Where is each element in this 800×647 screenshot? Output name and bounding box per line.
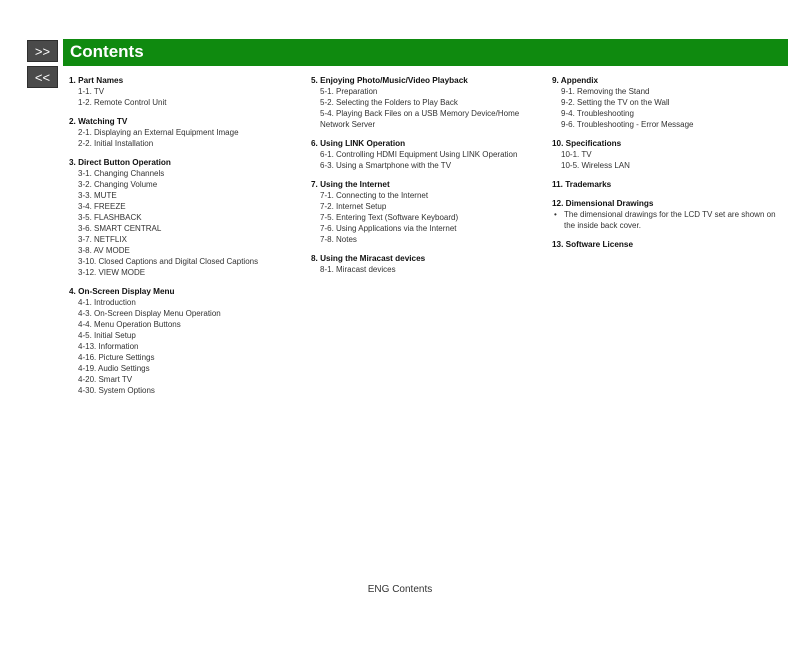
toc-item-link[interactable]: 4-30. System Options <box>78 386 155 395</box>
toc-section <box>69 157 294 278</box>
toc-item-link[interactable]: 7-5. Entering Text (Software Keyboard) <box>320 213 459 222</box>
toc-item-link[interactable]: 3-2. Changing Volume <box>78 180 158 189</box>
toc-item-link[interactable]: 7-8. Notes <box>320 235 357 244</box>
toc-item-link[interactable]: 4-16. Picture Settings <box>78 353 155 362</box>
toc-section <box>311 75 536 130</box>
toc-item-link[interactable]: 5-2. Selecting the Folders to Play Back <box>320 98 458 107</box>
toc-item-link[interactable]: 9-4. Troubleshooting <box>561 109 634 118</box>
toc-section-title-link[interactable]: 12. Dimensional Drawings <box>552 199 654 208</box>
toc-item-link[interactable]: 4-19. Audio Settings <box>78 364 150 373</box>
toc-item-link[interactable]: 10-5. Wireless LAN <box>561 161 630 170</box>
toc-section <box>69 286 294 396</box>
toc-item-link[interactable]: 5-4. Playing Back Files on a USB Memory Device/Home Network Server <box>320 109 520 129</box>
toc-section-title-link[interactable]: 1. Part Names <box>69 76 124 85</box>
toc-section-title-link[interactable]: 2. Watching TV <box>69 117 128 126</box>
toc-section-title-link[interactable]: 9. Appendix <box>552 76 599 85</box>
toc-section-title-link[interactable]: 6. Using LINK Operation <box>311 139 406 148</box>
toc-column-3 <box>552 75 777 258</box>
toc-section <box>552 239 777 250</box>
toc-section <box>552 198 777 231</box>
contents-header-bar <box>63 39 788 66</box>
toc-section <box>311 138 536 171</box>
toc-item-link[interactable]: 3-10. Closed Captions and Digital Closed Captions <box>78 257 259 266</box>
bullet-icon: • <box>554 210 557 219</box>
toc-item-link[interactable]: 3-12. VIEW MODE <box>78 268 146 277</box>
next-page-button[interactable]: >> <box>27 40 58 62</box>
page-title: Contents <box>70 42 144 61</box>
toc-section-title-link[interactable]: 13. Software License <box>552 240 633 249</box>
toc-section-title-link[interactable]: 11. Trademarks <box>552 180 612 189</box>
toc-section-title-link[interactable]: 5. Enjoying Photo/Music/Video Playback <box>311 76 468 85</box>
toc-item-link[interactable]: 10-1. TV <box>561 150 592 159</box>
toc-section-title-link[interactable]: 3. Direct Button Operation <box>69 158 171 167</box>
toc-column-2 <box>311 75 536 283</box>
toc-item-link[interactable]: 7-1. Connecting to the Internet <box>320 191 429 200</box>
toc-column-1 <box>69 75 294 404</box>
toc-item-link[interactable]: 3-7. NETFLIX <box>78 235 127 244</box>
toc-note-text: The dimensional drawings for the LCD TV set are shown on the inside back cover. <box>564 210 776 230</box>
toc-item-link[interactable]: 7-2. Internet Setup <box>320 202 387 211</box>
toc-note <box>552 209 777 231</box>
toc-item-link[interactable]: 9-1. Removing the Stand <box>561 87 650 96</box>
toc-item-link[interactable]: 2-2. Initial Installation <box>78 139 154 148</box>
toc-item-link[interactable]: 8-1. Miracast devices <box>320 265 396 274</box>
toc-item-link[interactable]: 4-5. Initial Setup <box>78 331 136 340</box>
toc-section <box>69 75 294 108</box>
toc-item-link[interactable]: 1-1. TV <box>78 87 105 96</box>
toc-item-link[interactable]: 4-1. Introduction <box>78 298 136 307</box>
toc-item-link[interactable]: 5-1. Preparation <box>320 87 378 96</box>
toc-item-link[interactable]: 3-4. FREEZE <box>78 202 126 211</box>
toc-item-link[interactable]: 3-8. AV MODE <box>78 246 130 255</box>
toc-item-link[interactable]: 3-5. FLASHBACK <box>78 213 142 222</box>
toc-section <box>311 179 536 245</box>
toc-item-link[interactable]: 3-1. Changing Channels <box>78 169 165 178</box>
toc-item-link[interactable]: 2-1. Displaying an External Equipment Image <box>78 128 239 137</box>
page-footer: ENG Contents <box>367 584 433 595</box>
toc-section <box>552 138 777 171</box>
toc-section <box>552 75 777 130</box>
toc-item-link[interactable]: 6-1. Controlling HDMI Equipment Using LINK Operation <box>320 150 518 159</box>
toc-section <box>69 116 294 149</box>
toc-item-link[interactable]: 4-20. Smart TV <box>78 375 133 384</box>
toc-section <box>552 179 777 190</box>
toc-item-link[interactable]: 1-2. Remote Control Unit <box>78 98 167 107</box>
toc-section-title-link[interactable]: 7. Using the Internet <box>311 180 390 189</box>
toc-section-title-link[interactable]: 4. On-Screen Display Menu <box>69 287 175 296</box>
toc-item-link[interactable]: 4-13. Information <box>78 342 139 351</box>
toc-item-link[interactable]: 4-3. On-Screen Display Menu Operation <box>78 309 221 318</box>
toc-item-link[interactable]: 6-3. Using a Smartphone with the TV <box>320 161 452 170</box>
previous-page-button[interactable]: << <box>27 66 58 88</box>
toc-section <box>311 253 536 275</box>
toc-item-link[interactable]: 7-6. Using Applications via the Internet <box>320 224 457 233</box>
toc-section-title-link[interactable]: 8. Using the Miracast devices <box>311 254 426 263</box>
toc-item-link[interactable]: 9-2. Setting the TV on the Wall <box>561 98 670 107</box>
toc-item-link[interactable]: 4-4. Menu Operation Buttons <box>78 320 181 329</box>
toc-item-link[interactable]: 3-3. MUTE <box>78 191 117 200</box>
toc-section-title-link[interactable]: 10. Specifications <box>552 139 622 148</box>
toc-item-link[interactable]: 9-6. Troubleshooting - Error Message <box>561 120 694 129</box>
toc-item-link[interactable]: 3-6. SMART CENTRAL <box>78 224 162 233</box>
